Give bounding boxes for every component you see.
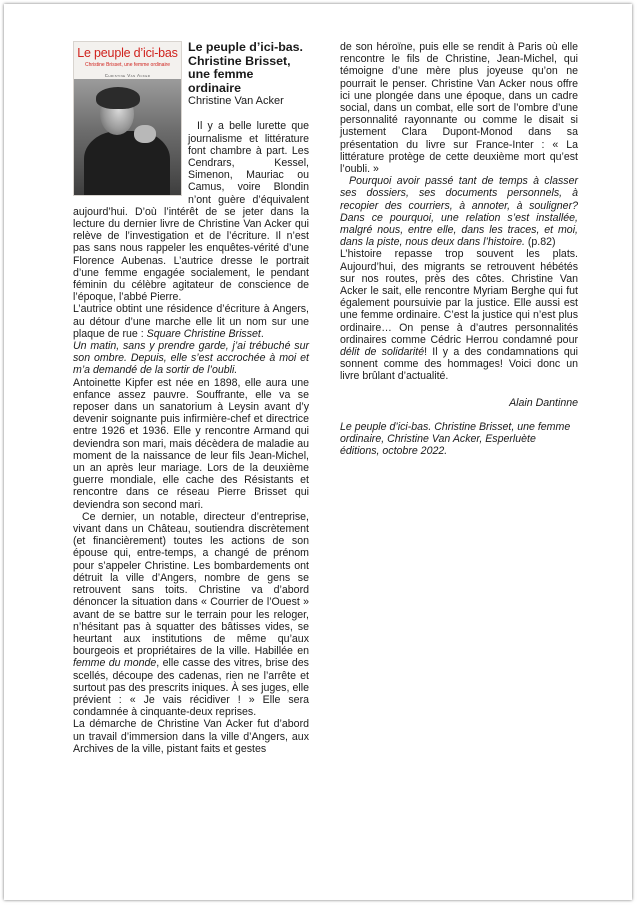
cover-title: Le peuple d’ici-bas bbox=[77, 46, 178, 60]
article-title: Le peuple d’ici-bas. Christine Brisset, une femme ordinaire bbox=[188, 40, 303, 95]
paragraph: L’histoire repasse trop souvent les plats. Aujourd’hui, des migrants se retrouvent hébétés sur nos routes, près des côtes. Christine Van Acker le sait, elle rencontre Myriam Berghe qui fut également poursuivie par la justice. Elle aussi est une femme ordinaire. C’est la justice qui n’est plus ordinaire… On pense à d’autres personnalités ordinaires comme Cédric Herrou condamné pour délit de solidarité! Il y a des condamnations qui sonnent comme des hommages! Voici donc un livre brûlant d’actualité. bbox=[340, 248, 579, 383]
cover-photo bbox=[74, 79, 181, 195]
paragraph: La démarche de Christine Van Acker fut d’abord un travail d’immersion dans la ville d’Angers, aux Archives de la ville, pistant faits et gestes bbox=[73, 718, 309, 755]
quote: Pourquoi avoir passé tant de temps à classer ses dossiers, ses documents personnels, à recopier des courriers, à annoter, à souligner? Dans ce pourquoi, une relation s’est installée, malgré nous, entre elle, dans les traces, et moi, dans la piste, nous deux dans l’histoire. (p.82) bbox=[340, 175, 578, 249]
article-author: Christine Van Acker bbox=[188, 95, 284, 108]
paragraph: L’autrice obtint une résidence d’écriture à Angers, au détour d’une marche elle lit un nom sur une plaque de rue : Square Christine Brisset. bbox=[73, 303, 309, 340]
document-page bbox=[4, 4, 632, 900]
quote: Un matin, sans y prendre garde, j’ai trébuché sur son ombre. Depuis, elle s’est accrochée à moi et m’a demandé de la sortir de l’oubli. bbox=[73, 340, 309, 377]
signature: Alain Dantinne bbox=[509, 396, 578, 409]
paragraph: Ce dernier, un notable, directeur d’entreprise, vivant dans un Château, soutiendra discrètement (et financièrement) toutes les actions de son épouse qui, entre-temps, a changé de prénom pour s’appeler Christine. Les bombardements ont détruit la ville d’Angers, nombre de gens se retrouvent sans toits. Christine va d’abord dénoncer la situation dans « Courrier de l’Ouest » avant de se battre sur le terrain pour les reloger, n’hésitant pas à squatter des bâtisses vides, se heurtant aux institutions de même qu’aux bourgeois et propriétaires de la ville. Habillée en femme du monde, elle casse des vitres, brise des scellés, découpe des cadenas, rien ne l’arrête et surtout pas des prescrits iniques. À ses juges, elle prévient : « Je vais récidiver ! » Elle sera condamnée à cinquante-deux reprises. bbox=[73, 510, 309, 719]
book-cover bbox=[73, 41, 182, 196]
right-column bbox=[340, 41, 578, 458]
left-column bbox=[73, 41, 309, 755]
cover-subtitle: Christine Brisset, une femme ordinaire bbox=[84, 62, 171, 68]
paragraph: Il y a belle lurette que journalisme et littérature font chambre à part. Les Cendrars, Kessel, Simenon, Mauriac ou Camus, voire Blondin n’ont guère d’équivalent aujourd’hui. D’où l’intérêt de se jeter dans la lecture du dernier livre de Christine Van Acker qui relève de l’investigation et de l’écriture. Il n’est pas sans nous rappeler les enquêtes-vérité d’une Florence Aubenas. L’autrice dresse le portrait d’une femme engagée socialement, le pendant féminin du célèbre agitateur de conscience de l’époque, l’abbé Pierre. bbox=[73, 120, 309, 304]
paragraph: de son héroïne, puis elle se rendit à Paris où elle rencontre le fils de Christine, Jean-Michel, qui témoigne d’une mère plus joyeuse qu’on ne pourrait le penser. Christine Van Acker nous offre ici une plongée dans une époque, dans un cadre social, dans un combat, elle sort de l’ombre d’une personnalité rayonnante ou comme le disait si justement Clara Dupont-Monod dans sa présentation du livre sur France-Inter : « La littérature protège de cette deuxième mort qu’est l’oubli. » bbox=[340, 41, 578, 176]
paragraph: Antoinette Kipfer est née en 1898, elle aura une enfance assez pauvre. Souffrante, elle va se reposer dans un sanatorium à Leysin avant d’y devenir soignante puis infirmière-chef et directrice entre 1926 et 1936. Elle y rencontre Armand qui deviendra son mari, mais décèdera de maladie au moment de la naissance de leur fils Jean-Michel, un an après leur mariage. Lors de la deuxième guerre mondiale, elle cache des Résistants et rencontre dans ce réseau Pierre Brisset qui deviendra son second mari. bbox=[73, 376, 309, 511]
book-reference: Le peuple d’ici-bas. Christine Brisset, une femme ordinaire, Christine Van Acker, Esperluète éditions, octobre 2022. bbox=[340, 420, 571, 458]
cover-author: Christine Van Acker bbox=[104, 73, 151, 78]
